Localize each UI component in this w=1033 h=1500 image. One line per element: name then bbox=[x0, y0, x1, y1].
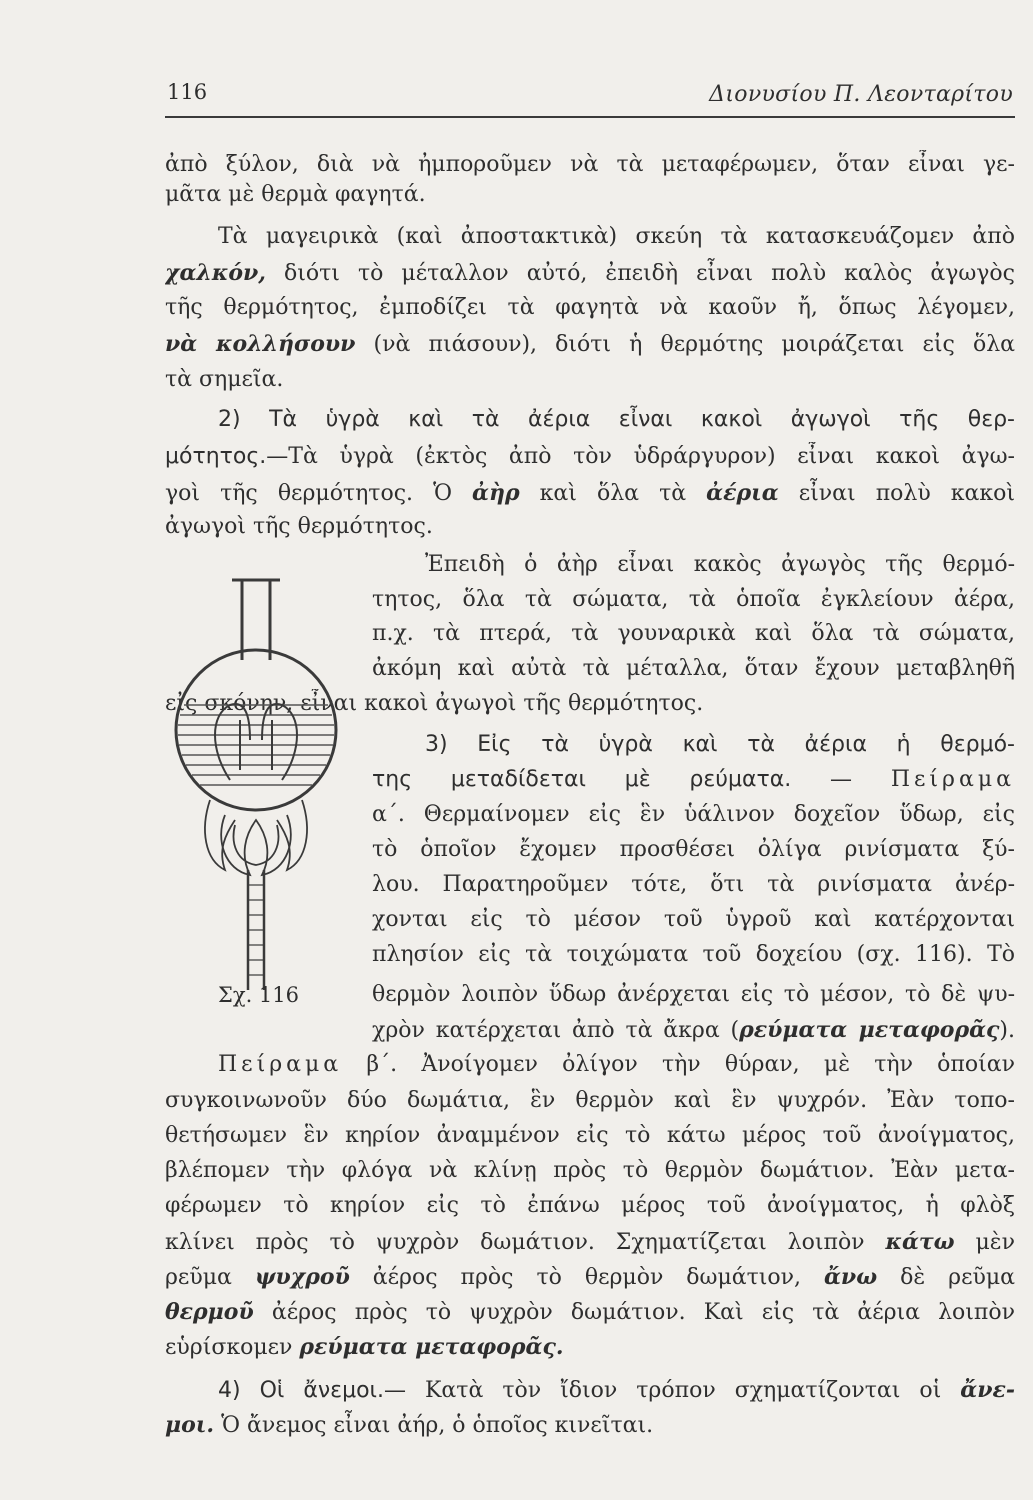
running-title: Διονυσίου Π. Λεονταρίτου bbox=[709, 82, 1013, 107]
flask-figure bbox=[170, 570, 360, 1010]
text-line: Πείραμα β΄. Ἀνοίγομεν ὀλίγον τὴν θύραν, μὲ τὴν ὁποίαν bbox=[218, 1052, 1015, 1077]
text-line: χονται εἰς τὸ μέσον τοῦ ὑγροῦ καὶ κατέρχονται bbox=[372, 907, 1015, 932]
text-line: συγκοινωνοῦν δύο δωμάτια, ἓν θερμὸν καὶ ἓν ψυχρόν. Ἐὰν τοπο- bbox=[165, 1088, 1015, 1113]
text-line: της μεταδίδεται μὲ ρεύματα. — Πείραμα bbox=[372, 767, 1015, 792]
text-line: τὸ ὁποῖον ἔχομεν προσθέσει ὀλίγα ρινίσματα ξύ- bbox=[372, 837, 1015, 862]
text-line: θερμὸν λοιπὸν ὕδωρ ἀνέρχεται εἰς τὸ μέσον, τὸ δὲ ψυ- bbox=[372, 982, 1015, 1007]
text-line: κλίνει πρὸς τὸ ψυχρὸν δωμάτιον. Σχηματίζεται λοιπὸν κάτω μὲν bbox=[165, 1229, 1015, 1255]
section-heading-4: 4) Οἱ ἄνεμοι.— Κατὰ τὸν ἴδιον τρόπον σχηματίζονται οἱ ἄνε- bbox=[218, 1377, 1015, 1403]
emphasis: νὰ κολλήσουν bbox=[165, 331, 356, 357]
text-line: τῆς θερμότητος, ἐμποδίζει τὰ φαγητὰ νὰ καοῦν ἤ, ὅπως λέγομεν, bbox=[165, 295, 1015, 320]
text-line: ἀπὸ ξύλον, διὰ νὰ ἠμποροῦμεν νὰ τὰ μεταφέρωμεν, ὅταν εἶναι γε- bbox=[165, 152, 1015, 177]
text-line: π.χ. τὰ πτερά, τὰ γουναρικὰ καὶ ὅλα τὰ σώματα, bbox=[372, 621, 1015, 646]
text-line: χαλκόν, διότι τὸ μέταλλον αὐτό, ἐπειδὴ εἶναι πολὺ καλὸς ἀγωγὸς bbox=[165, 260, 1015, 286]
section-heading-3: 3) Εἰς τὰ ὑγρὰ καὶ τὰ ἀέρια ἡ θερμό- bbox=[425, 732, 1015, 757]
text-line: τὰ σημεῖα. bbox=[165, 367, 284, 392]
text-line: μοι. Ὁ ἄνεμος εἶναι ἀήρ, ὁ ὁποῖος κινεῖται. bbox=[165, 1412, 654, 1438]
text-line: θερμοῦ ἀέρος πρὸς τὸ ψυχρὸν δωμάτιον. Καὶ εἰς τὰ ἀέρια λοιπὸν bbox=[165, 1299, 1015, 1325]
text-line: λου. Παρατηροῦμεν τότε, ὅτι τὰ ρινίσματα ἀνέρ- bbox=[372, 872, 1015, 897]
text-line: χρὸν κατέρχεται ἀπὸ τὰ ἄκρα (ρεύματα μεταφορᾶς). bbox=[372, 1017, 1015, 1043]
text-line: Τὰ μαγειρικὰ (καὶ ἀποστακτικὰ) σκεύη τὰ κατασκευάζομεν ἀπὸ bbox=[218, 224, 1015, 249]
text-line: ἀγωγοὶ τῆς θερμότητος. bbox=[165, 514, 433, 539]
text-line: εὑρίσκομεν ρεύματα μεταφορᾶς. bbox=[165, 1334, 564, 1360]
text-line: νὰ κολλήσουν (νὰ πιάσουν), διότι ἡ θερμότης μοιράζεται εἰς ὅλα bbox=[165, 331, 1015, 357]
text-line: εἰς σκόνην, εἶναι κακοὶ ἀγωγοὶ τῆς θερμότητος. bbox=[165, 691, 704, 716]
text-line: βλέπομεν τὴν φλόγα νὰ κλίνῃ πρὸς τὸ θερμὸν δωμάτιον. Ἐὰν μετα- bbox=[165, 1158, 1015, 1183]
text-line: φέρωμεν τὸ κηρίον εἰς τὸ ἐπάνω μέρος τοῦ ἀνοίγματος, ἡ φλὸξ bbox=[165, 1193, 1015, 1218]
text-line: ρεῦμα ψυχροῦ ἀέρος πρὸς τὸ θερμὸν δωμάτιον, ἄνω δὲ ρεῦμα bbox=[165, 1264, 1015, 1290]
text-line: Ἐπειδὴ ὁ ἀὴρ εἶναι κακὸς ἀγωγὸς τῆς θερμό- bbox=[425, 552, 1015, 577]
text-line: πλησίον εἰς τὰ τοιχώματα τοῦ δοχείου (σχ. 116). Τὸ bbox=[372, 942, 1015, 967]
text-line: θετήσωμεν ἓν κηρίον ἀναμμένον εἰς τὸ κάτω μέρος τοῦ ἀνοίγματος, bbox=[165, 1123, 1015, 1148]
text-line: μότητος.—Τὰ ὑγρὰ (ἐκτὸς ἀπὸ τὸν ὑδράργυρον) εἶναι κακοὶ ἀγω- bbox=[165, 444, 1015, 469]
emphasis: χαλκόν, bbox=[165, 260, 266, 286]
page-header bbox=[165, 72, 1015, 118]
figure-caption: Σχ. 116 bbox=[218, 983, 300, 1007]
text-line: ἀκόμη καὶ αὐτὰ τὰ μέταλλα, ὅταν ἔχουν μεταβληθῆ bbox=[372, 656, 1015, 681]
text-line: γοὶ τῆς θερμότητος. Ὁ ἀὴρ καὶ ὅλα τὰ ἀέρια εἶναι πολὺ κακοὶ bbox=[165, 480, 1015, 506]
text-line: μᾶτα μὲ θερμὰ φαγητά. bbox=[165, 182, 426, 207]
text-line: α΄. Θερμαίνομεν εἰς ἓν ὑάλινον δοχεῖον ὕδωρ, εἰς bbox=[372, 802, 1015, 827]
page-number: 116 bbox=[167, 80, 208, 104]
section-heading-2: 2) Τὰ ὑγρὰ καὶ τὰ ἀέρια εἶναι κακοὶ ἀγωγοὶ τῆς θερ- bbox=[218, 407, 1015, 432]
text-line: τητος, ὅλα τὰ σώματα, τὰ ὁποῖα ἐγκλείουν ἀέρα, bbox=[372, 587, 1015, 612]
